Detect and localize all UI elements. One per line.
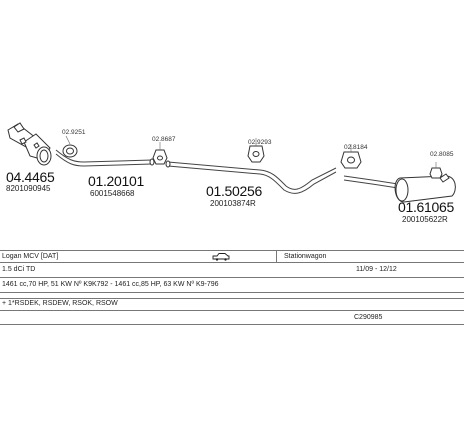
table-divider — [0, 262, 464, 263]
body-type-cell: Stationwagon — [284, 253, 327, 260]
hanger-fitting — [153, 142, 167, 164]
engine-detail-cell: 1461 cc,70 HP, 51 KW Nº K9K792 - 1461 cc,85 HP, 63 KW Nº K9-796 — [2, 281, 219, 288]
fitting-label: 02.8687 — [152, 136, 176, 143]
part-number: 04.4465 — [6, 169, 55, 185]
engine-cell: 1.5 dCi TD — [2, 266, 36, 273]
table-divider — [0, 277, 464, 278]
fitting-label: 02.9251 — [62, 129, 86, 136]
gasket-fitting — [63, 136, 77, 157]
table-divider — [0, 310, 464, 311]
notes-cell: + 1*RSDEK, RSDEW, RSOK, RSOW — [2, 300, 118, 307]
part-number: 01.50256 — [206, 183, 262, 199]
oem-number: 200105622R — [402, 215, 448, 224]
part-number: 01.61065 — [398, 199, 454, 215]
table-divider — [0, 250, 464, 251]
car-icon — [212, 252, 230, 265]
oem-number: 6001548668 — [90, 189, 135, 198]
catalytic-converter-part — [8, 123, 51, 165]
fitting-label: 02.8184 — [344, 144, 368, 151]
model-cell: Logan MCV [DAT] — [2, 253, 59, 260]
oem-number: 8201090945 — [6, 184, 51, 193]
fitting-label: 02.9293 — [248, 139, 272, 146]
code-cell: C290985 — [354, 314, 383, 321]
fitting-label: 02.8085 — [430, 151, 454, 158]
years-cell: 11/09 - 12/12 — [356, 266, 397, 273]
table-divider — [0, 324, 464, 325]
oem-number: 200103874R — [210, 199, 256, 208]
clamp-fitting — [430, 162, 442, 178]
part-number: 01.20101 — [88, 173, 144, 189]
table-divider — [0, 292, 464, 293]
